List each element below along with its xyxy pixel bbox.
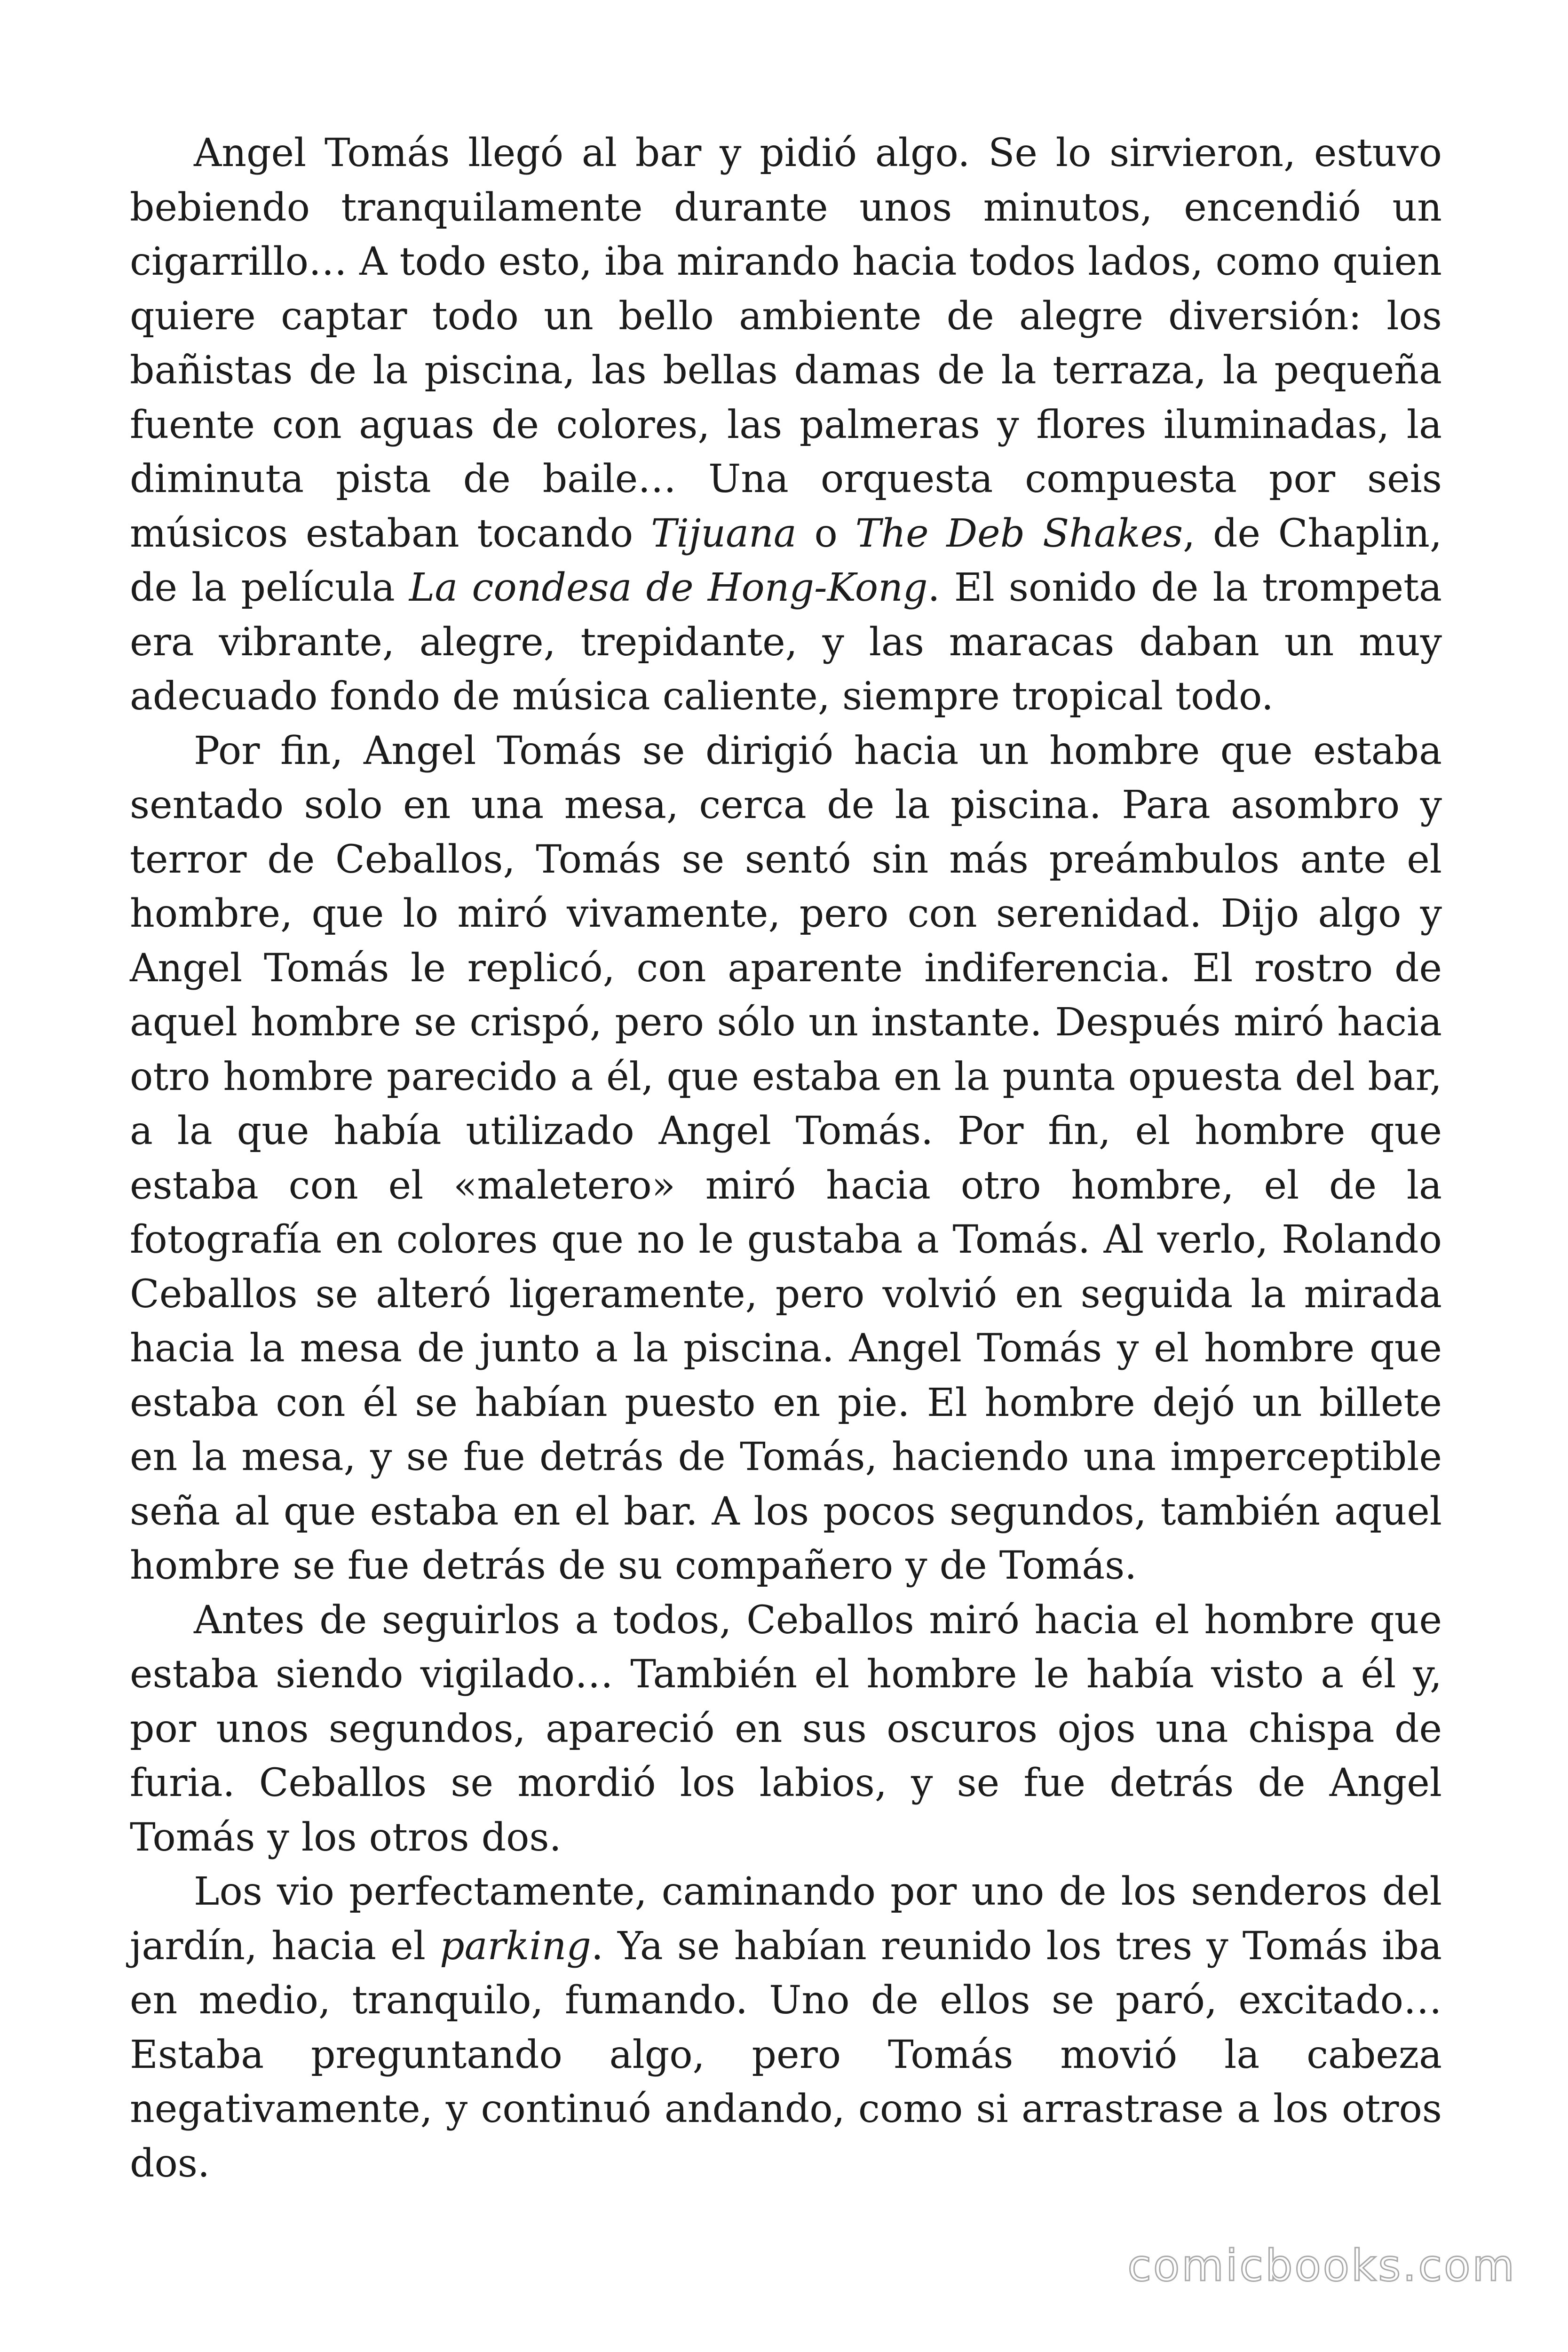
- paragraph: [130, 724, 1442, 1593]
- text-run: . El sonido de la trompeta era vibrante, alegre, trepidante, y las maracas daban un muy adecuado fondo de música caliente, siempre tropical todo.: [130, 565, 1442, 719]
- text-run: Antes de seguirlos a todos, Ceballos miró hacia el hombre que estaba siendo vigilado… También el hombre le había visto a él y, por unos segundos, apareció en sus oscuros ojos una chispa de furia. Ceballos se mordió los labios, y se fue detrás de Angel Tomás y los otros dos.: [130, 1597, 1442, 1860]
- italic-title: La condesa de Hong-Kong: [409, 565, 928, 610]
- paragraph: [130, 1593, 1442, 1865]
- text-run: Angel Tomás llegó al bar y pidió algo. Se lo sirvieron, estuvo bebiendo tranquilamente durante unos minutos, encendió un cigarrillo… A todo esto, iba mirando hacia todos lados, como quien quiere captar todo un bello ambiente de alegre diversión: los bañistas de la piscina, las bellas damas de la terraza, la pequeña fuente con aguas de colores, las palmeras y flores iluminadas, la diminuta pista de baile… Una orquesta compuesta por seis músicos estaban tocando: [130, 131, 1442, 556]
- text-run: Los vio perfectamente, caminando por uno de los senderos del jardín, hacia el: [130, 1869, 1442, 1969]
- body-text: [130, 126, 1442, 2191]
- paragraph: [130, 1865, 1442, 2191]
- text-run: , de Chaplin, de la película: [130, 511, 1442, 610]
- paragraph: [130, 126, 1442, 724]
- text-run: . Ya se habían reunido los tres y Tomás iba en medio, tranquilo, fumando. Uno de ellos se paró, excitado… Estaba preguntando algo, pero Tomás movió la cabeza negativamente, y continuó andando, como si arrastrase a los otros dos.: [130, 1923, 1442, 2186]
- italic-title: Tijuana: [650, 511, 797, 556]
- watermark: comicbooks.com: [1127, 2241, 1516, 2291]
- text-run: o: [796, 511, 855, 556]
- text-run: Por fin, Angel Tomás se dirigió hacia un hombre que estaba sentado solo en una mesa, cerca de la piscina. Para asombro y terror de Ceballos, Tomás se sentó sin más preámbulos ante el hombre, que lo miró vivamente, pero con serenidad. Dijo algo y Angel Tomás le replicó, con aparente indiferencia. El rostro de aquel hombre se crispó, pero sólo un instante. Después miró hacia otro hombre parecido a él, que estaba en la punta opuesta del bar, a la que había utilizado Angel Tomás. Por fin, el hombre que estaba con el «maletero» miró hacia otro hombre, el de la fotografía en colores que no le gustaba a Tomás. Al verlo, Rolando Ceballos se alteró ligeramente, pero volvió en seguida la mirada hacia la mesa de junto a la piscina. Angel Tomás y el hombre que estaba con él se habían puesto en pie. El hombre dejó un billete en la mesa, y se fue detrás de Tomás, haciendo una imperceptible seña al que estaba en el bar. A los pocos segundos, también aquel hombre se fue detrás de su compañero y de Tomás.: [130, 728, 1442, 1588]
- italic-title: The Deb Shakes: [855, 511, 1183, 556]
- italic-title: parking: [440, 1923, 591, 1969]
